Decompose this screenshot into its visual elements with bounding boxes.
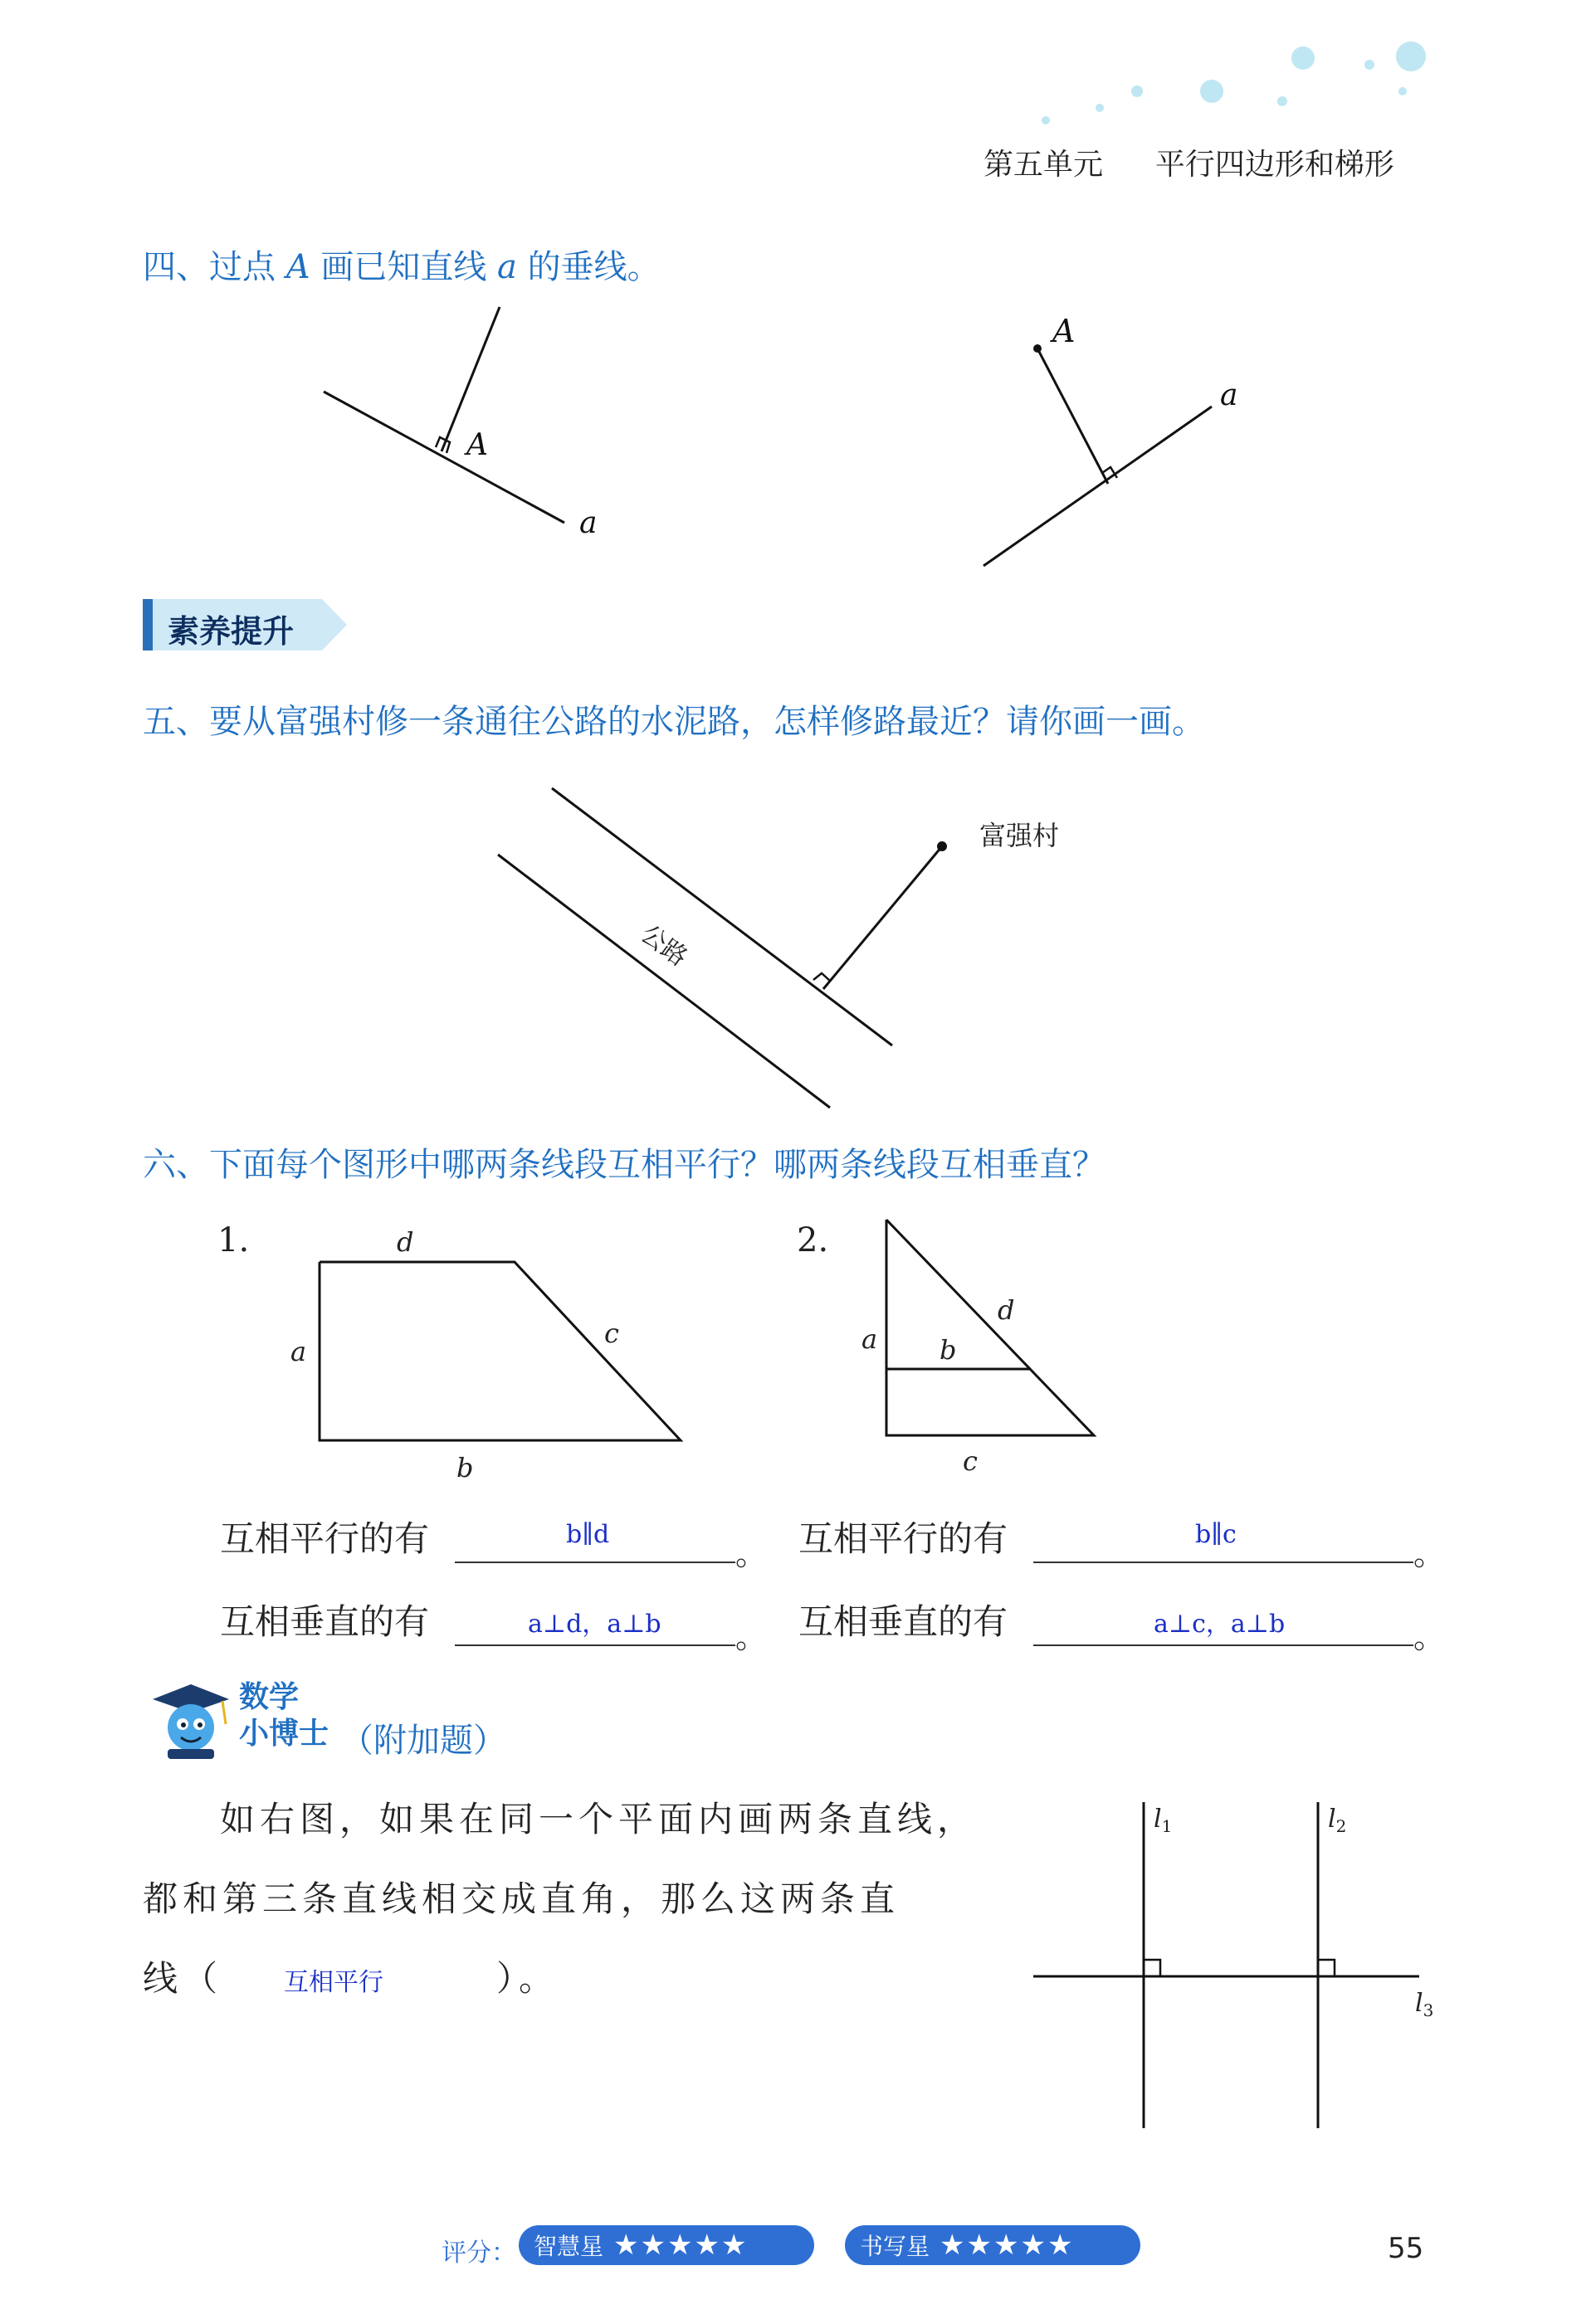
road-label: 公路 <box>635 919 693 972</box>
snowflake-icon <box>1291 46 1315 70</box>
trapezoid <box>320 1262 681 1440</box>
bonus-subtitle: （附加题） <box>340 1722 506 1760</box>
point-A-right <box>1033 344 1042 353</box>
answer-blank <box>455 1643 735 1646</box>
decorative-snowflakes <box>1021 25 1452 133</box>
answer-perpendicular-1: a⊥d，a⊥b <box>528 1610 661 1639</box>
figure-number: 1. <box>217 1221 250 1259</box>
answer-blank <box>455 1560 735 1563</box>
star-icon: ★★★★★ <box>940 2229 1075 2262</box>
q5-figure <box>481 772 1112 1120</box>
answer-blank <box>1033 1560 1413 1563</box>
road-edge-upper <box>552 788 892 1045</box>
village-label: 富强村 <box>979 820 1060 851</box>
label-a: a <box>861 1323 878 1355</box>
road-edge-lower <box>498 855 830 1108</box>
shortest-path <box>823 846 942 989</box>
answer-blank <box>1033 1643 1413 1646</box>
wisdom-label: 智慧星 <box>534 2233 604 2260</box>
period: 。 <box>1413 1619 1446 1655</box>
score-label: 评分： <box>442 2239 516 2268</box>
right-triangle <box>886 1220 1094 1435</box>
label-l2: $l_2$ <box>1328 1805 1347 1836</box>
label-l3: $l_3$ <box>1415 1989 1434 2020</box>
q4-prompt: 四、过点 A 画已知直线 a 的垂线。 <box>143 248 661 286</box>
right-angle-mark <box>813 973 831 982</box>
bonus-line1: 如右图，如果在同一个平面内画两条直线， <box>220 1799 978 1839</box>
label-A-right: A <box>1052 313 1076 349</box>
writing-rating <box>845 2225 1140 2265</box>
right-angle-mark <box>1318 1960 1335 1976</box>
perpendicular-right <box>1037 348 1108 484</box>
bonus-answer: 互相平行 <box>284 1968 383 1997</box>
snowflake-icon <box>1396 41 1426 71</box>
bonus-line3: 线（ ）。 <box>143 1958 559 1999</box>
period: 。 <box>735 1619 768 1655</box>
section-label: 素养提升 <box>168 613 295 650</box>
unit-title: 平行四边形和梯形 <box>1154 148 1394 182</box>
label-d: d <box>397 1226 414 1258</box>
label-A-left: A <box>466 428 488 462</box>
bonus-figure <box>1029 1792 1444 2141</box>
label-d: d <box>998 1294 1015 1326</box>
answer-perpendicular-2: a⊥c，a⊥b <box>1154 1610 1286 1639</box>
bonus-title-line2: 小博士 <box>239 1717 329 1751</box>
bonus-title <box>239 1679 329 1752</box>
writing-label: 书写星 <box>860 2233 930 2260</box>
q5-prompt: 五、要从富强村修一条通往公路的水泥路，怎样修路最近？请你画一画。 <box>143 703 1205 741</box>
line-a-right <box>983 407 1212 566</box>
perpendicular-label-2: 互相垂直的有 <box>798 1601 1008 1642</box>
doctor-mascot-icon <box>143 1676 232 1759</box>
line-a-left <box>324 392 564 523</box>
label-a-left: a <box>579 506 598 540</box>
section-tag <box>143 599 347 650</box>
parallel-label-2: 互相平行的有 <box>798 1518 1008 1559</box>
label-c: c <box>963 1445 978 1477</box>
label-b: b <box>456 1452 474 1484</box>
header-unit <box>983 141 1394 183</box>
page-number: 55 <box>1388 2232 1424 2265</box>
q6-prompt: 六、下面每个图形中哪两条线段互相平行？哪两条线段互相垂直？ <box>143 1146 1105 1184</box>
period: 。 <box>1413 1536 1446 1572</box>
q6-figure-2 <box>788 1211 1120 1485</box>
label-l1: $l_1$ <box>1154 1805 1173 1836</box>
answer-parallel-2: b∥c <box>1195 1520 1237 1549</box>
q4-figures <box>307 290 1303 581</box>
period: 。 <box>735 1536 768 1572</box>
perpendicular-label-1: 互相垂直的有 <box>220 1601 430 1642</box>
bonus-title-line1: 数学 <box>239 1680 300 1714</box>
label-c: c <box>604 1318 619 1349</box>
star-icon: ★★★★★ <box>613 2229 749 2262</box>
wisdom-rating <box>519 2225 814 2265</box>
label-a-right: a <box>1220 378 1238 412</box>
village-point <box>937 841 947 851</box>
parallel-label-1: 互相平行的有 <box>220 1518 430 1559</box>
answer-parallel-1: b∥d <box>566 1520 610 1549</box>
q6-figure-1 <box>207 1211 705 1485</box>
figure-number: 2. <box>797 1221 829 1259</box>
right-angle-mark <box>1144 1960 1160 1976</box>
label-b: b <box>940 1334 957 1366</box>
unit-label: 第五单元 <box>983 148 1104 182</box>
bonus-line2: 都和第三条直线相交成直角，那么这两条直 <box>143 1878 900 1919</box>
snowflake-icon <box>1200 80 1223 103</box>
label-a: a <box>290 1336 307 1367</box>
